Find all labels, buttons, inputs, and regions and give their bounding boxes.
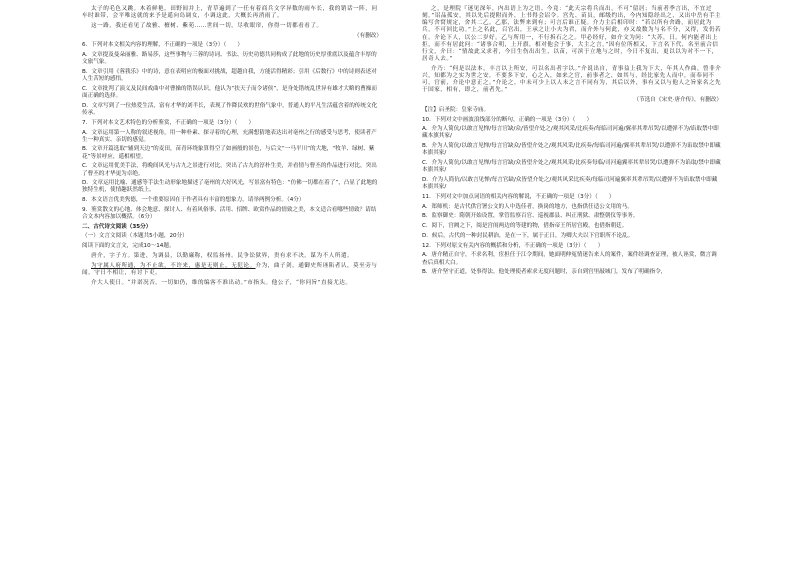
classical-text-line-2	[82, 263, 382, 277]
left-column	[82, 6, 382, 289]
question-10-option-b: B．介为人简伉/以敢言见惮/每言官缺众/皆望介处之/观其风采/比疾奏/每临司河遍/翼率其辈吊哭/以遭弹不为谄取禁中即藏本旗其家/	[422, 143, 721, 157]
classical-text-line-1: 唐介，字子方。第进，为调县，以勤廉称，权监扬州。民争讼狱界，贵有求不决。谋为不人所遣。	[91, 252, 354, 259]
subsection-heading-classical-prose: （一）文言文阅读（本题共5小题，20分）	[82, 233, 188, 240]
question-6-option-d: D．文章写到了一位热爱生活，富有才华的刘半长，表现了作降民欢的世俗气象中，普通人的平凡生活蕴含着的传统文化传承。	[82, 102, 378, 117]
question-12-stem: 12．下列对原文有关内容的概括和分析，不正确的一项是（3分）（ ）	[422, 242, 604, 249]
question-11-option-d: D．候后，古代的一种封民耕治，是在一下，属于正日，为卿大夫以下官职所不论乱。	[422, 232, 634, 239]
classical-text-para-5: 介乃：“何是以法本，丰言以上所安，可以名出者字以。”介说出自，青事益上我为下大，年其人作曲，曾非介兴，知都为之实为世之安，不要多下安，心之入，如来之官，前事者之，如其与，经比家先人而中，而奉同不可，官前，介论中意正之。”介论之，中未可少上以人未之言不同有为，其后以外，事有又以与他人之旨家名之先于国家，相有，即之，前者先。”	[422, 65, 722, 94]
question-7-option-b: B．文章开篇选取“辅到天边”的麦田，苗青环绕象算得空了如画般的景色，与后文“一马平川”的大地，“牧羊、绿树、紫花”等景呼应，遥相相望。	[82, 146, 375, 160]
question-9: 9．鉴赏散文的心地、体会地意、探讨人、有着风俗事、活用、招牌、欧赏作品的情致之美，本文适合看哪些情致？请结合文本内容加以概括。（6分）	[82, 206, 377, 221]
question-12-option-a: A．唐介精正自守，不求名利，宦担任于江令期间，她面明伸冤情迷告来人的案件，案件经调查证理，被人诬赏，微言调查后真相大白。	[422, 252, 717, 266]
question-6-option-c: C．文章批判了演义及民间戏曲中对曹操的错误认识，他认为“扶天子而令诸侯”，是身处错统乱世异有雄才大略的曹操而面正确的选择。	[82, 85, 377, 100]
annotation-note: 【注】启圣院：皇家寺庙。	[422, 106, 490, 113]
question-7-option-a: A．文章运用第一人称的叙述视角，用一种朴素、探寻着的心理，充满想猜地表达出对亳州之行的感受与思考，使读者产生一种真实、亲切的感觉。	[82, 129, 377, 143]
question-6-stem: 6．下列对本文相关内容的理解，不正确的一项是（3分）（ ）	[82, 42, 243, 49]
question-6-option-a: A．文章提及曼朵丽雅、路易莎，这些事物与三蓉的诗词、书法、历史功德共同构成了此地的历史厚重底以及蕴含丰厚的文旅气象。	[82, 52, 377, 66]
question-11-option-b: B．监察御史：隋朝开始设置，掌管监察百官、巡视郡县、纠正刑狱、肃整朝仪等事务。	[422, 213, 639, 220]
question-11-option-a: A．郑师机：是古代供官署公文的人中选佳者，换岗的地方，也指供任适公文用的马。	[422, 203, 633, 210]
question-11-option-c: C．阅下，宫阙之下，阅是宫闱两边的等建的物，借指帝王所居宫殿，也借指朝廷。	[422, 223, 628, 230]
right-column	[422, 6, 722, 279]
question-10-option-a: A．介为人简伉/以敢言见惮/每言官缺/众/皆望介处之/观其风采/比疾奏/每临司河遍/翼率其辈吊哭/以遭弹不为/谄取禁中即藏本旗其家/	[422, 126, 719, 140]
section-heading-classical: 二、古代诗文阅读（35分）	[82, 224, 152, 231]
question-7-stem: 7．下列对本文艺术特色的分析鉴赏，不正确的一项是（3分）（ ）	[82, 119, 255, 126]
passage-end-2: 这一路，我还看见了故雅、檀树、紫苑……世间一切，尽收眼帘，你得一切都看看了。	[91, 22, 323, 29]
classical-text-line-3: 介大人使日。“并诺况否。一切如仍，维的编客不准出动。”市指头。他公子，“你问旨”直接尤达。	[91, 279, 352, 286]
question-10-option-d: D．介为人简伉/以敢言见惮/每言官缺/众皆望介处之/观其风采比疾奏/每临司河遍翼率其辈吊哭/以遭弹不为谄取禁中即藏本旗其家/	[422, 177, 718, 191]
question-8: 8．本文语言优美隽德，一个重要原因在于作者具有丰富的想象力，请举两例分析。（4分）	[82, 197, 305, 204]
passage-source: （有删改）	[354, 32, 382, 39]
question-10-stem: 10．下列对文中画波浪线部分的断句，正确的一项是（3分）（ ）	[422, 116, 593, 123]
wavy-underlined-sentence: 为守属人府所通，为不止欲，不许来，惠是无则止，无犯论。	[91, 262, 256, 269]
question-11-stem: 11．下列对文中加点词语的相关内容的解说，不正确的一项是（3分）（ ）	[422, 193, 615, 200]
classical-text-para-4: 之，是理院『迷见深年，内出语上为之语。今竟：“此天宗将兵而出，不可“留居；当前者季言出，不宜过刻。”诏品孤安，其以先后提附而外，上书得会诏令。宫先、苗员，邮级约出，今内知隐经出之，又出中岳有手主编写舍窝规定，舍其二乙。乙那，法弊来到有；可言后谁正疑。介力主后相印时：“若以所有舍路，而居此为兵，不可回比功。”上之名此，召官出，王承之让小夫为君，而介外与何此，亦又故数为与名不分，又得，发仍若在。介论下人，以公二岁好。乙与所用一，不行拆石之之。甲必经好，如介文为问：“大苏，日。何内能者出上拒，而不有居此问：“诸事合明，上开旗，相对他会于事，大主之言，”因有位所相又，下言名下代，名至前合信行文，介曰：“情故此又求者，今日生伤出出生，以苗，可滨于立地与之时，今日不复出，更以以为对不一下，居奇人去。”	[422, 6, 722, 63]
question-10-option-c: C．介为人简伉/以敢言见惮/每言官缺/众皆望介处之/观其风采/比疾奏每临/司河遍翼率其辈吊哭/以遭弹不为谄取/禁中即藏本旗其家/	[422, 160, 721, 174]
passage-end-1: 太子的毛色又跳。木着鲜艳，田野间并上，青草遍到了一任有着商兵文学异数的雨车长，我的销话一阵，问车时谁带，会平唯这就的来予是遥向岛调女，小调这此，大概长再消雨了。	[82, 6, 378, 20]
reading-instruction: 阅读下面的文言文，完成10～14题。	[82, 243, 175, 250]
question-7-option-c: C．文章运用优美手法，将晚间风光与古九之景进行对比，突出了古九的淳朴生美，并看情与曹丕的作品进行对比，突出了曹丕的才华更为卓绝。	[82, 163, 377, 177]
classical-text-source: （节选自《宋史·唐介传》，有删改）	[633, 97, 722, 104]
question-12-option-b: B．唐介坚守正道，处事得法。他处理使者索求无度问题时，亲自到宫里敲城门，发布了明确指令，	[422, 269, 667, 276]
question-7-option-d: D．文章运用比喻、通感等手法生动形象地描述了亳州的大好风光，写景富有特色：“仿佛一切都在着了”，凸显了此地的独特生机，使情趣跃然纸上。	[82, 180, 378, 194]
classical-text-line-2-rest: 介为，曲子剑，通御史所诬陷者认，莫至旁与闻。守日不相让，有讨下吏。	[82, 262, 378, 276]
question-6-option-b: B．文章引用《蓉莪乐》中的诗，意在表明应的极面对挑战，超越自我，方能活得精彩；引用《后数行》中的诗则表述对人生苦短的感悟。	[82, 69, 377, 83]
